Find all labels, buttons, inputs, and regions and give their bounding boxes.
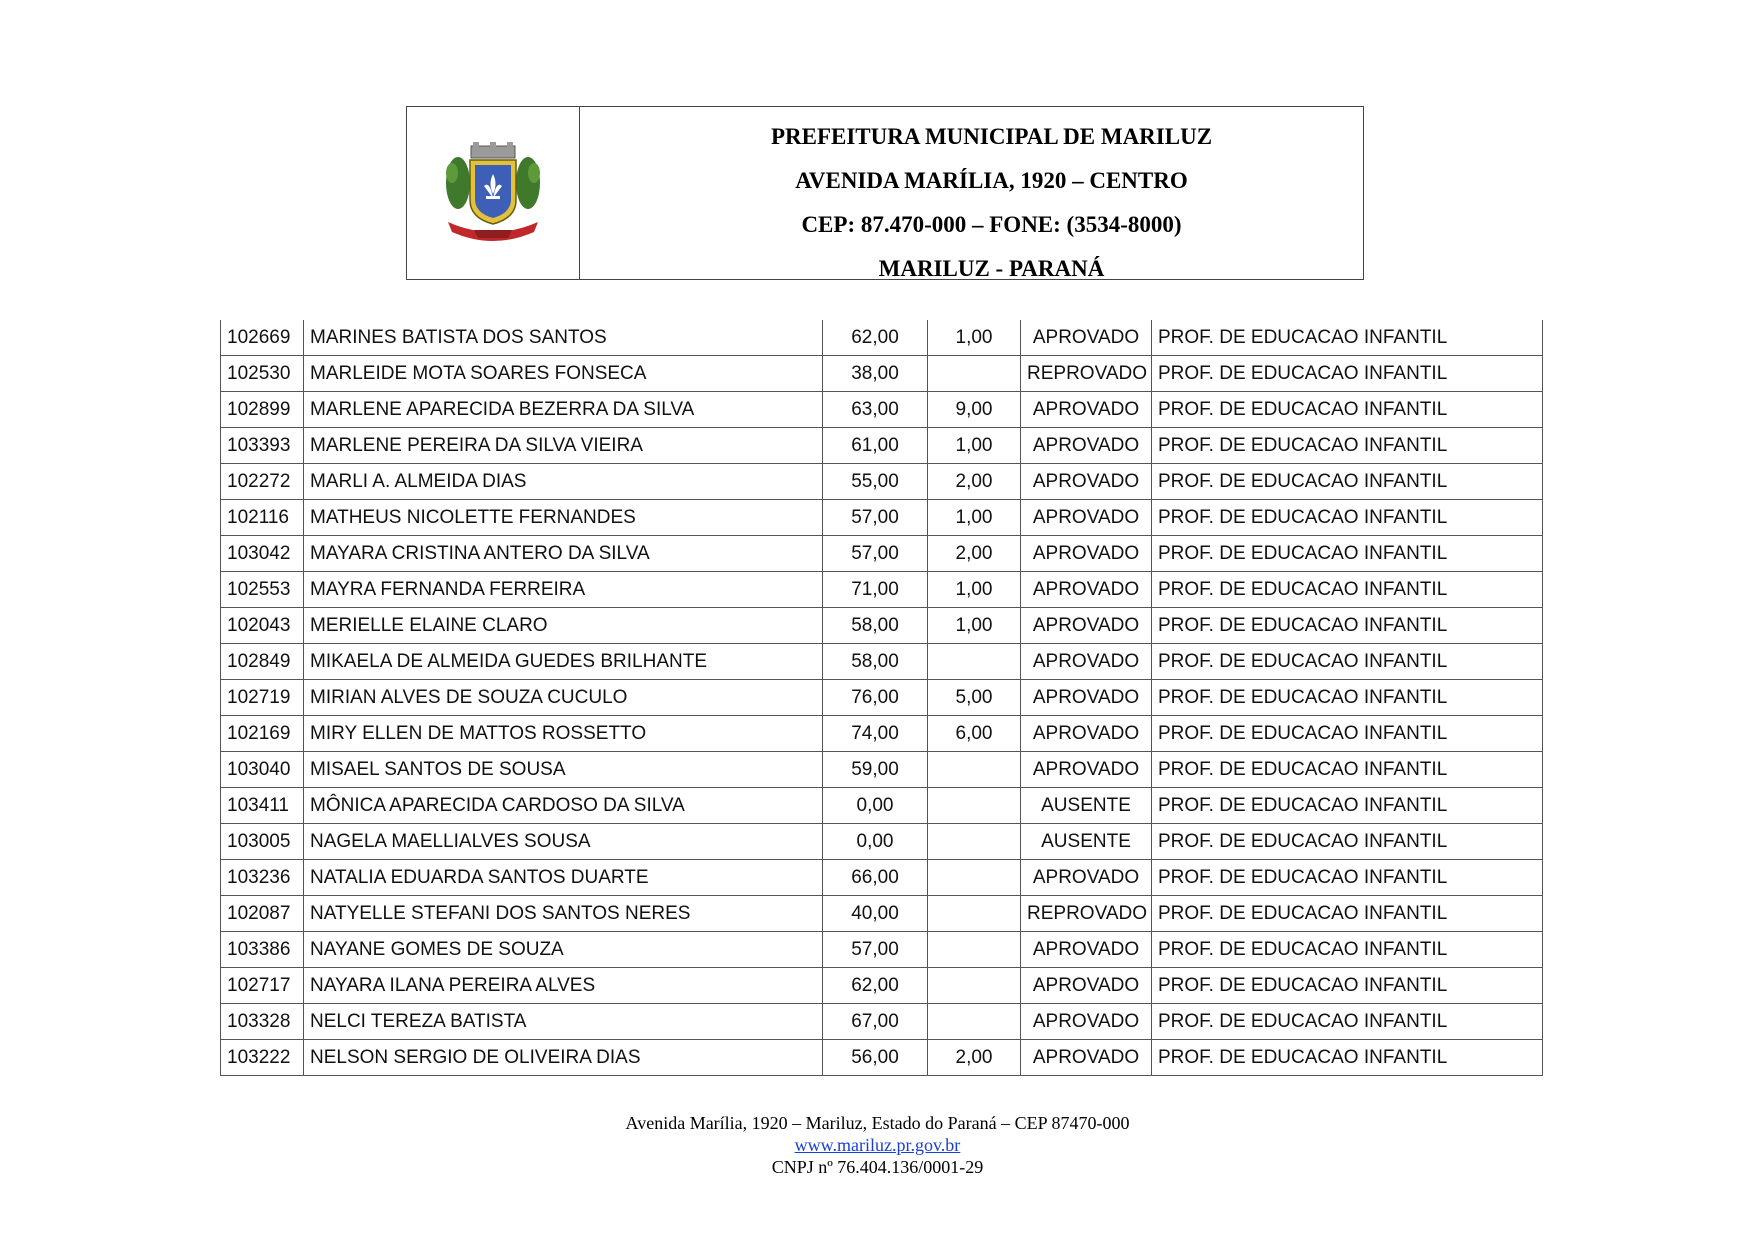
candidate-score: 0,00 bbox=[823, 824, 928, 860]
candidate-status: APROVADO bbox=[1021, 572, 1152, 608]
footer-website-link[interactable]: www.mariluz.pr.gov.br bbox=[794, 1135, 961, 1155]
candidate-status: APROVADO bbox=[1021, 320, 1152, 356]
candidate-code: 102849 bbox=[221, 644, 304, 680]
candidate-position: PROF. DE EDUCACAO INFANTIL bbox=[1152, 896, 1543, 932]
candidate-position: PROF. DE EDUCACAO INFANTIL bbox=[1152, 752, 1543, 788]
candidate-position: PROF. DE EDUCACAO INFANTIL bbox=[1152, 500, 1543, 536]
municipality-cep-phone: CEP: 87.470-000 – FONE: (3534-8000) bbox=[801, 212, 1182, 237]
table-row bbox=[221, 1040, 1543, 1076]
candidate-code: 102717 bbox=[221, 968, 304, 1004]
candidate-title-points bbox=[928, 896, 1021, 932]
candidate-score: 71,00 bbox=[823, 572, 928, 608]
letterhead-title bbox=[580, 107, 1363, 279]
candidate-name: MARLENE PEREIRA DA SILVA VIEIRA bbox=[304, 428, 823, 464]
candidate-name: MARINES BATISTA DOS SANTOS bbox=[304, 320, 823, 356]
table-row bbox=[221, 1004, 1543, 1040]
candidate-name: NELCI TEREZA BATISTA bbox=[304, 1004, 823, 1040]
candidate-position: PROF. DE EDUCACAO INFANTIL bbox=[1152, 608, 1543, 644]
candidate-score: 57,00 bbox=[823, 500, 928, 536]
results-table-body bbox=[221, 320, 1543, 1076]
candidate-code: 102553 bbox=[221, 572, 304, 608]
candidate-name: MARLENE APARECIDA BEZERRA DA SILVA bbox=[304, 392, 823, 428]
candidate-position: PROF. DE EDUCACAO INFANTIL bbox=[1152, 788, 1543, 824]
candidate-position: PROF. DE EDUCACAO INFANTIL bbox=[1152, 1040, 1543, 1076]
table-row bbox=[221, 572, 1543, 608]
municipality-state: MARILUZ - PARANÁ bbox=[878, 256, 1105, 281]
letterhead bbox=[406, 106, 1364, 280]
candidate-position: PROF. DE EDUCACAO INFANTIL bbox=[1152, 356, 1543, 392]
candidate-name: NATYELLE STEFANI DOS SANTOS NERES bbox=[304, 896, 823, 932]
candidate-position: PROF. DE EDUCACAO INFANTIL bbox=[1152, 824, 1543, 860]
logo-cell bbox=[407, 107, 580, 279]
table-row bbox=[221, 860, 1543, 896]
candidate-position: PROF. DE EDUCACAO INFANTIL bbox=[1152, 320, 1543, 356]
candidate-code: 103236 bbox=[221, 860, 304, 896]
candidate-status: REPROVADO bbox=[1021, 356, 1152, 392]
candidate-score: 61,00 bbox=[823, 428, 928, 464]
candidate-name: MAYRA FERNANDA FERREIRA bbox=[304, 572, 823, 608]
candidate-code: 102116 bbox=[221, 500, 304, 536]
candidate-title-points bbox=[928, 644, 1021, 680]
candidate-status: APROVADO bbox=[1021, 428, 1152, 464]
candidate-name: MIRIAN ALVES DE SOUZA CUCULO bbox=[304, 680, 823, 716]
candidate-status: APROVADO bbox=[1021, 968, 1152, 1004]
candidate-status: APROVADO bbox=[1021, 680, 1152, 716]
table-row bbox=[221, 428, 1543, 464]
candidate-score: 56,00 bbox=[823, 1040, 928, 1076]
candidate-title-points: 2,00 bbox=[928, 1040, 1021, 1076]
candidate-score: 58,00 bbox=[823, 608, 928, 644]
candidate-name: MÔNICA APARECIDA CARDOSO DA SILVA bbox=[304, 788, 823, 824]
candidate-code: 102530 bbox=[221, 356, 304, 392]
candidate-code: 103040 bbox=[221, 752, 304, 788]
candidate-code: 102272 bbox=[221, 464, 304, 500]
candidate-status: APROVADO bbox=[1021, 536, 1152, 572]
candidate-score: 67,00 bbox=[823, 1004, 928, 1040]
candidate-score: 38,00 bbox=[823, 356, 928, 392]
candidate-title-points: 5,00 bbox=[928, 680, 1021, 716]
candidate-code: 102043 bbox=[221, 608, 304, 644]
candidate-name: NELSON SERGIO DE OLIVEIRA DIAS bbox=[304, 1040, 823, 1076]
municipality-address: AVENIDA MARÍLIA, 1920 – CENTRO bbox=[795, 168, 1188, 193]
candidate-score: 74,00 bbox=[823, 716, 928, 752]
candidate-title-points: 1,00 bbox=[928, 608, 1021, 644]
candidate-code: 103042 bbox=[221, 536, 304, 572]
page-footer bbox=[0, 1112, 1755, 1178]
candidate-title-points: 1,00 bbox=[928, 428, 1021, 464]
candidate-status: APROVADO bbox=[1021, 392, 1152, 428]
candidate-name: MIRY ELLEN DE MATTOS ROSSETTO bbox=[304, 716, 823, 752]
candidate-score: 57,00 bbox=[823, 932, 928, 968]
candidate-status: AUSENTE bbox=[1021, 788, 1152, 824]
table-row bbox=[221, 896, 1543, 932]
candidate-title-points bbox=[928, 860, 1021, 896]
candidate-score: 76,00 bbox=[823, 680, 928, 716]
candidate-score: 55,00 bbox=[823, 464, 928, 500]
candidate-title-points: 6,00 bbox=[928, 716, 1021, 752]
table-row bbox=[221, 392, 1543, 428]
candidate-title-points bbox=[928, 824, 1021, 860]
table-row bbox=[221, 356, 1543, 392]
candidate-name: MIKAELA DE ALMEIDA GUEDES BRILHANTE bbox=[304, 644, 823, 680]
candidate-position: PROF. DE EDUCACAO INFANTIL bbox=[1152, 464, 1543, 500]
candidate-position: PROF. DE EDUCACAO INFANTIL bbox=[1152, 536, 1543, 572]
candidate-position: PROF. DE EDUCACAO INFANTIL bbox=[1152, 392, 1543, 428]
candidate-position: PROF. DE EDUCACAO INFANTIL bbox=[1152, 968, 1543, 1004]
table-row bbox=[221, 464, 1543, 500]
candidate-title-points bbox=[928, 356, 1021, 392]
candidate-status: REPROVADO bbox=[1021, 896, 1152, 932]
municipal-coat-of-arms-logo bbox=[438, 138, 548, 248]
municipality-name: PREFEITURA MUNICIPAL DE MARILUZ bbox=[770, 124, 1213, 149]
table-row bbox=[221, 320, 1543, 356]
candidate-name: NAYANE GOMES DE SOUZA bbox=[304, 932, 823, 968]
candidate-name: MATHEUS NICOLETTE FERNANDES bbox=[304, 500, 823, 536]
candidate-status: APROVADO bbox=[1021, 1040, 1152, 1076]
candidate-name: NAGELA MAELLIALVES SOUSA bbox=[304, 824, 823, 860]
table-row bbox=[221, 644, 1543, 680]
candidate-status: APROVADO bbox=[1021, 860, 1152, 896]
candidate-code: 103005 bbox=[221, 824, 304, 860]
candidate-score: 59,00 bbox=[823, 752, 928, 788]
results-table bbox=[220, 320, 1543, 1076]
candidate-title-points: 2,00 bbox=[928, 464, 1021, 500]
candidate-title-points: 1,00 bbox=[928, 320, 1021, 356]
candidate-status: APROVADO bbox=[1021, 464, 1152, 500]
candidate-title-points: 1,00 bbox=[928, 572, 1021, 608]
candidate-position: PROF. DE EDUCACAO INFANTIL bbox=[1152, 428, 1543, 464]
candidate-name: MISAEL SANTOS DE SOUSA bbox=[304, 752, 823, 788]
candidate-status: APROVADO bbox=[1021, 608, 1152, 644]
candidate-score: 66,00 bbox=[823, 860, 928, 896]
candidate-status: APROVADO bbox=[1021, 500, 1152, 536]
candidate-code: 103328 bbox=[221, 1004, 304, 1040]
candidate-position: PROF. DE EDUCACAO INFANTIL bbox=[1152, 932, 1543, 968]
footer-cnpj: CNPJ nº 76.404.136/0001-29 bbox=[771, 1157, 984, 1177]
table-row bbox=[221, 752, 1543, 788]
candidate-score: 40,00 bbox=[823, 896, 928, 932]
table-row bbox=[221, 968, 1543, 1004]
candidate-title-points bbox=[928, 752, 1021, 788]
candidate-code: 102669 bbox=[221, 320, 304, 356]
table-row bbox=[221, 932, 1543, 968]
candidate-name: MARLEIDE MOTA SOARES FONSECA bbox=[304, 356, 823, 392]
candidate-title-points bbox=[928, 932, 1021, 968]
candidate-score: 62,00 bbox=[823, 320, 928, 356]
table-row bbox=[221, 608, 1543, 644]
candidate-status: AUSENTE bbox=[1021, 824, 1152, 860]
candidate-title-points bbox=[928, 968, 1021, 1004]
candidate-position: PROF. DE EDUCACAO INFANTIL bbox=[1152, 572, 1543, 608]
candidate-title-points bbox=[928, 1004, 1021, 1040]
candidate-score: 0,00 bbox=[823, 788, 928, 824]
table-row bbox=[221, 788, 1543, 824]
candidate-code: 102719 bbox=[221, 680, 304, 716]
candidate-name: MAYARA CRISTINA ANTERO DA SILVA bbox=[304, 536, 823, 572]
candidate-score: 58,00 bbox=[823, 644, 928, 680]
candidate-position: PROF. DE EDUCACAO INFANTIL bbox=[1152, 644, 1543, 680]
candidate-title-points bbox=[928, 788, 1021, 824]
candidate-position: PROF. DE EDUCACAO INFANTIL bbox=[1152, 1004, 1543, 1040]
table-row bbox=[221, 536, 1543, 572]
candidate-code: 103386 bbox=[221, 932, 304, 968]
candidate-score: 63,00 bbox=[823, 392, 928, 428]
candidate-status: APROVADO bbox=[1021, 752, 1152, 788]
table-row bbox=[221, 824, 1543, 860]
candidate-title-points: 1,00 bbox=[928, 500, 1021, 536]
candidate-code: 102169 bbox=[221, 716, 304, 752]
candidate-position: PROF. DE EDUCACAO INFANTIL bbox=[1152, 860, 1543, 896]
candidate-name: MERIELLE ELAINE CLARO bbox=[304, 608, 823, 644]
footer-address: Avenida Marília, 1920 – Mariluz, Estado do Paraná – CEP 87470-000 bbox=[625, 1113, 1130, 1133]
candidate-name: MARLI A. ALMEIDA DIAS bbox=[304, 464, 823, 500]
candidate-position: PROF. DE EDUCACAO INFANTIL bbox=[1152, 716, 1543, 752]
candidate-title-points: 9,00 bbox=[928, 392, 1021, 428]
candidate-status: APROVADO bbox=[1021, 932, 1152, 968]
candidate-code: 103222 bbox=[221, 1040, 304, 1076]
candidate-code: 103411 bbox=[221, 788, 304, 824]
candidate-code: 102899 bbox=[221, 392, 304, 428]
table-row bbox=[221, 716, 1543, 752]
table-row bbox=[221, 500, 1543, 536]
table-row bbox=[221, 680, 1543, 716]
candidate-score: 62,00 bbox=[823, 968, 928, 1004]
candidate-name: NAYARA ILANA PEREIRA ALVES bbox=[304, 968, 823, 1004]
candidate-status: APROVADO bbox=[1021, 644, 1152, 680]
candidate-name: NATALIA EDUARDA SANTOS DUARTE bbox=[304, 860, 823, 896]
candidate-score: 57,00 bbox=[823, 536, 928, 572]
candidate-code: 102087 bbox=[221, 896, 304, 932]
candidate-title-points: 2,00 bbox=[928, 536, 1021, 572]
candidate-code: 103393 bbox=[221, 428, 304, 464]
candidate-status: APROVADO bbox=[1021, 716, 1152, 752]
candidate-status: APROVADO bbox=[1021, 1004, 1152, 1040]
candidate-position: PROF. DE EDUCACAO INFANTIL bbox=[1152, 680, 1543, 716]
